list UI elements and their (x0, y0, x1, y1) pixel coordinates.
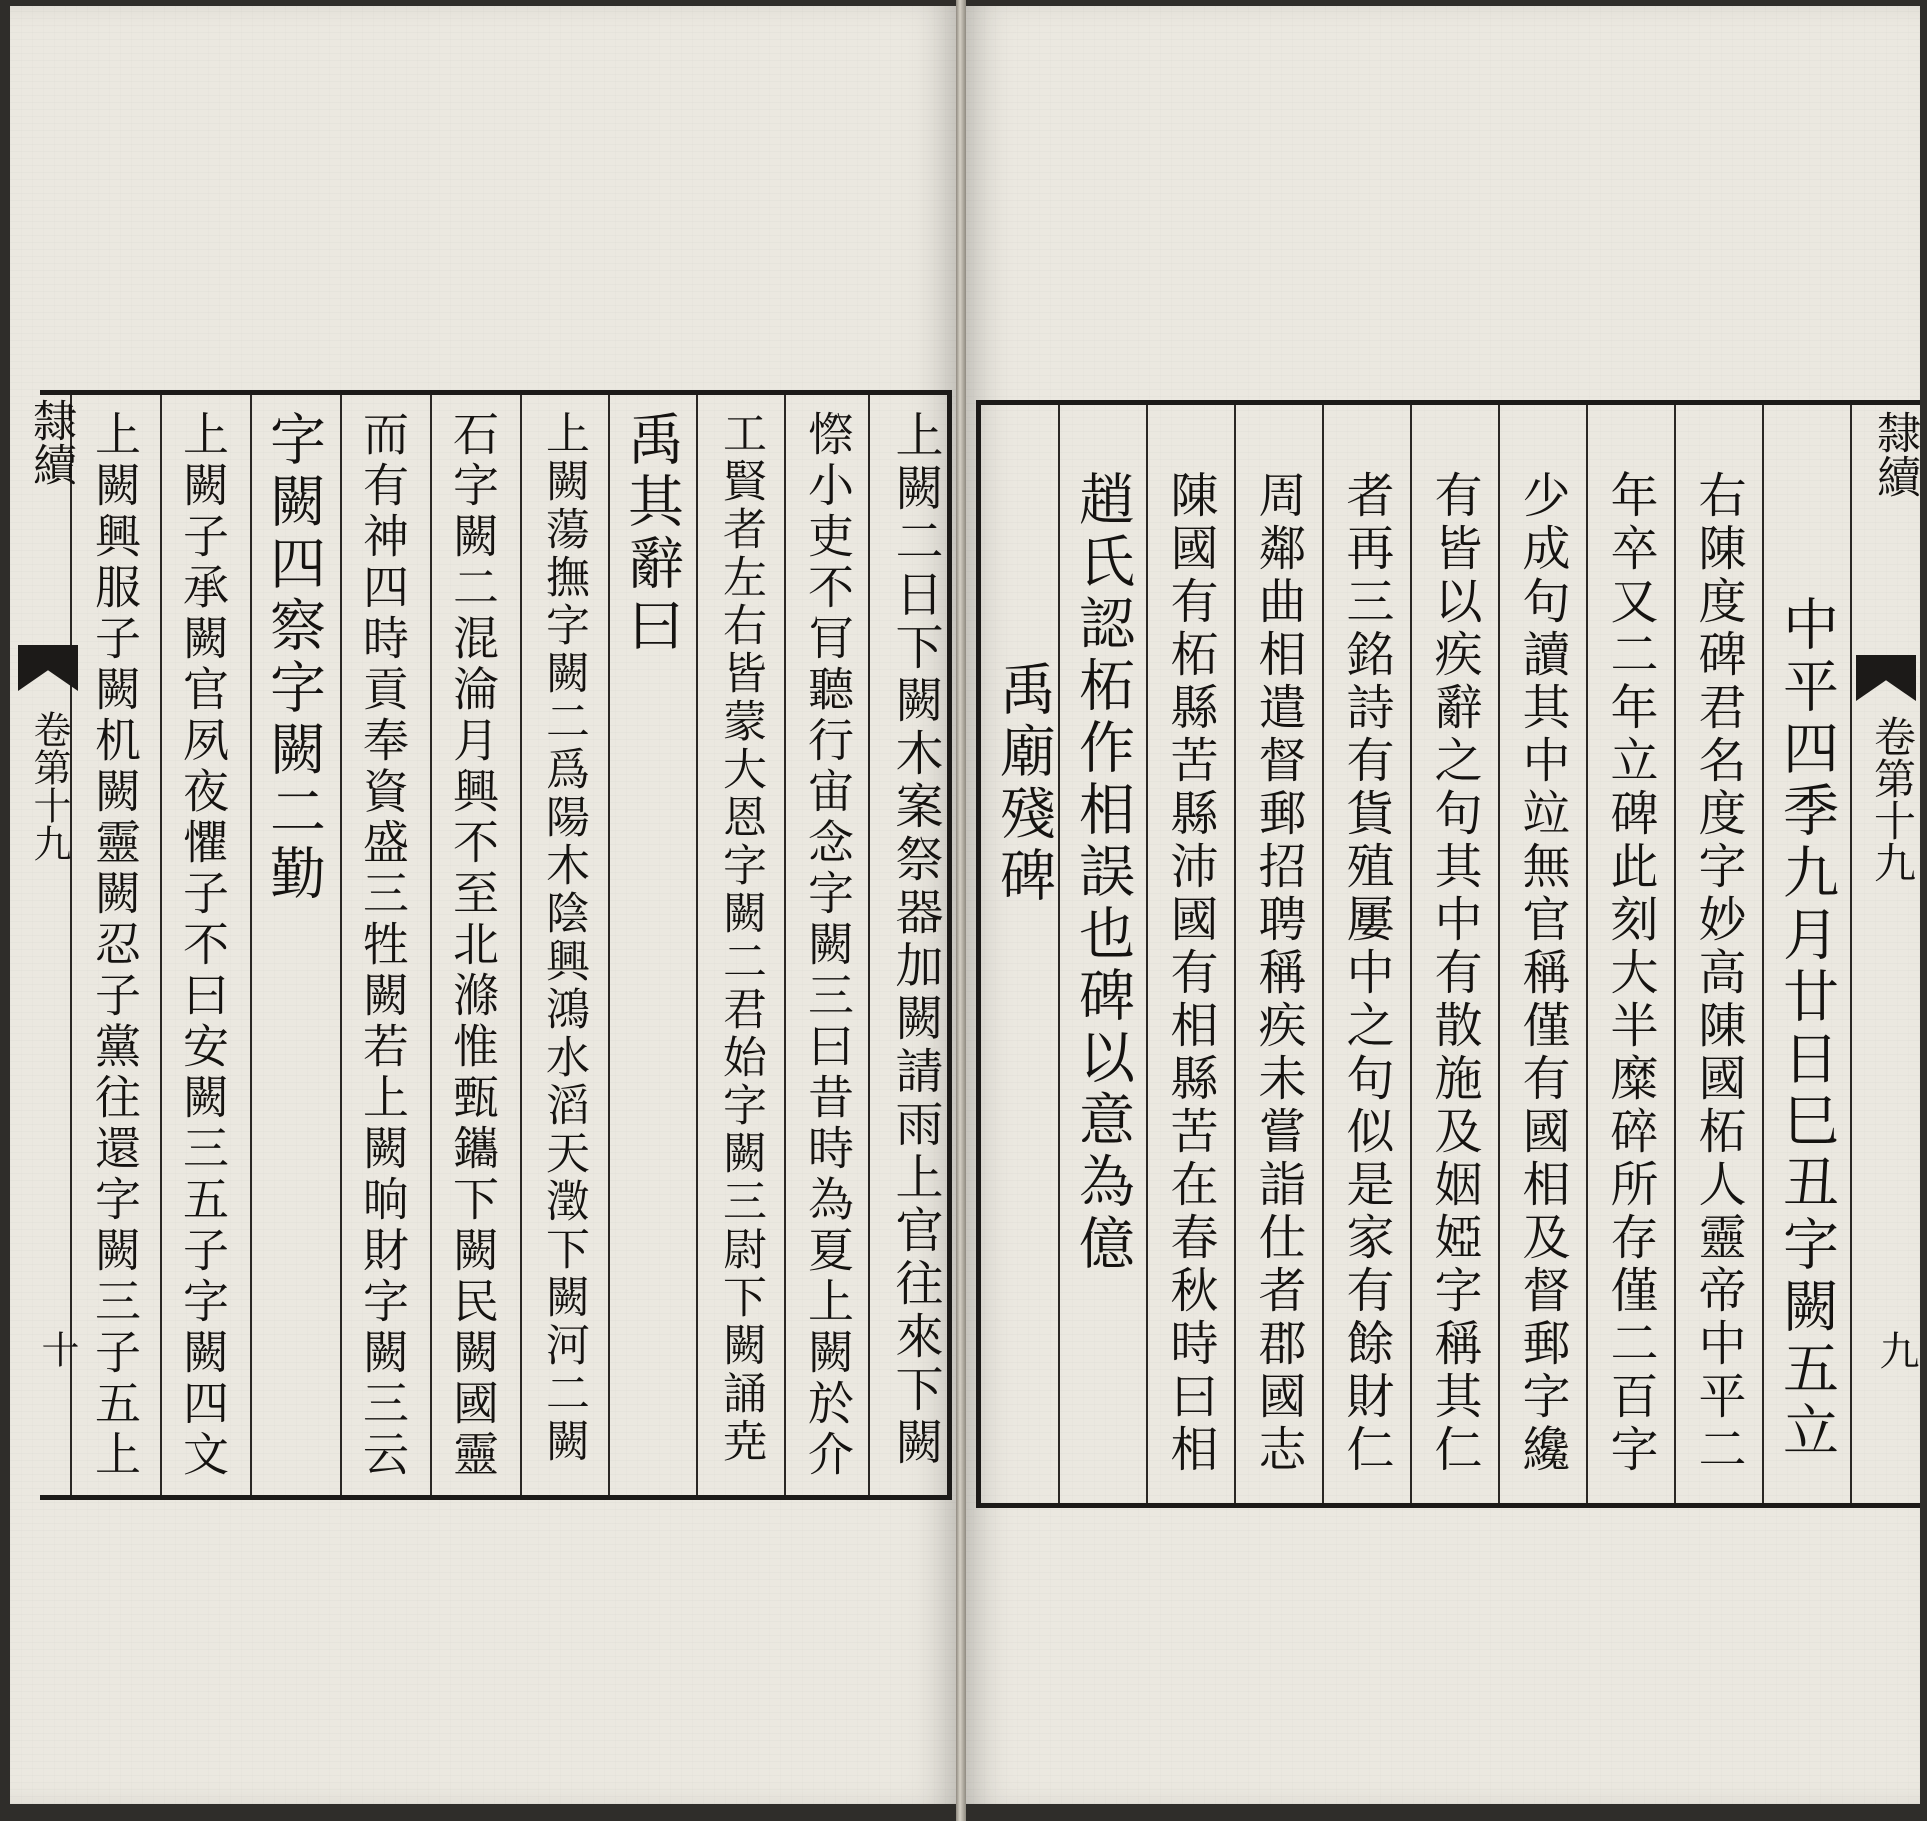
text-column-R8: 陳國有柘縣苦縣沛國有相縣苦在春秋時曰相 (1162, 470, 1218, 1477)
text-column-R2: 右陳度碑君名度字妙高陳國柘人靈帝中平二 (1690, 470, 1746, 1477)
text-column-L2: 憏小吏不肎聽行宙念字闕三曰昔時為夏上闕於介 (801, 410, 855, 1481)
left-strip-folio: 十 (35, 1330, 79, 1368)
text-column-R6: 者再三銘詩有貨殖屢中之句似是家有餘財仁 (1338, 470, 1394, 1477)
text-column-R3: 年卒又二年立碑此刻大半糜碎所存僅二百字 (1602, 470, 1658, 1477)
text-column-L3: 工賢者左右皆蒙大恩字闕二君始字闕三尉下闕誦尭 (715, 410, 766, 1466)
text-column-L9: 上闕子承闕官夙夜懼子不曰安闕三五子字闕四文 (176, 410, 230, 1481)
column-rule (1850, 405, 1852, 1503)
text-column-L4: 禹其辭曰 (619, 410, 684, 658)
text-column-R5: 有皆以疾辭之句其中有散施及姻婭字稱其仁 (1426, 470, 1482, 1477)
right-strip-title: 隸續 (1869, 410, 1920, 498)
text-column-L7: 而有神四時貢奉資盛三牲闕若上闕晌財字闕三云 (356, 410, 410, 1481)
text-column-L1: 上闕二日下闕木案祭器加闕請雨上官往來下闕 (887, 410, 943, 1470)
text-column-L5: 上闕蕩撫字闕二爲陽木陰興鴻水滔天澂下闕河二闕 (538, 410, 589, 1466)
text-column-L6: 石字闕二混淪月興不至北滌惟甄鑴下闕民闕國靈 (446, 410, 500, 1481)
text-column-R9: 趙氏認柘作相誤也碑以意為億 (1070, 470, 1135, 1276)
text-column-L8: 字闕四察字闕二勤 (261, 410, 326, 906)
text-column-R7: 周鄰曲相遣督郵招聘稱疾未嘗詣仕者郡國志 (1250, 470, 1306, 1477)
right-strip-volume: 卷第十九 (1868, 715, 1917, 883)
left-strip-title: 隸續 (25, 398, 76, 486)
text-column-R1: 中平四季九月廿日巳丑字闕五立 (1774, 595, 1839, 1463)
text-column-R4: 少成句讀其中竝無官稱僅有國相及督郵字纔 (1514, 470, 1570, 1477)
text-column-L10: 上闕興服子闕机闕靈闕忍子黨往還字闕三子五上 (88, 410, 142, 1481)
left-strip-volume: 卷第十九 (27, 710, 71, 862)
text-column-R10: 禹廟殘碑 (991, 660, 1056, 908)
right-strip-folio: 九 (1873, 1330, 1919, 1370)
